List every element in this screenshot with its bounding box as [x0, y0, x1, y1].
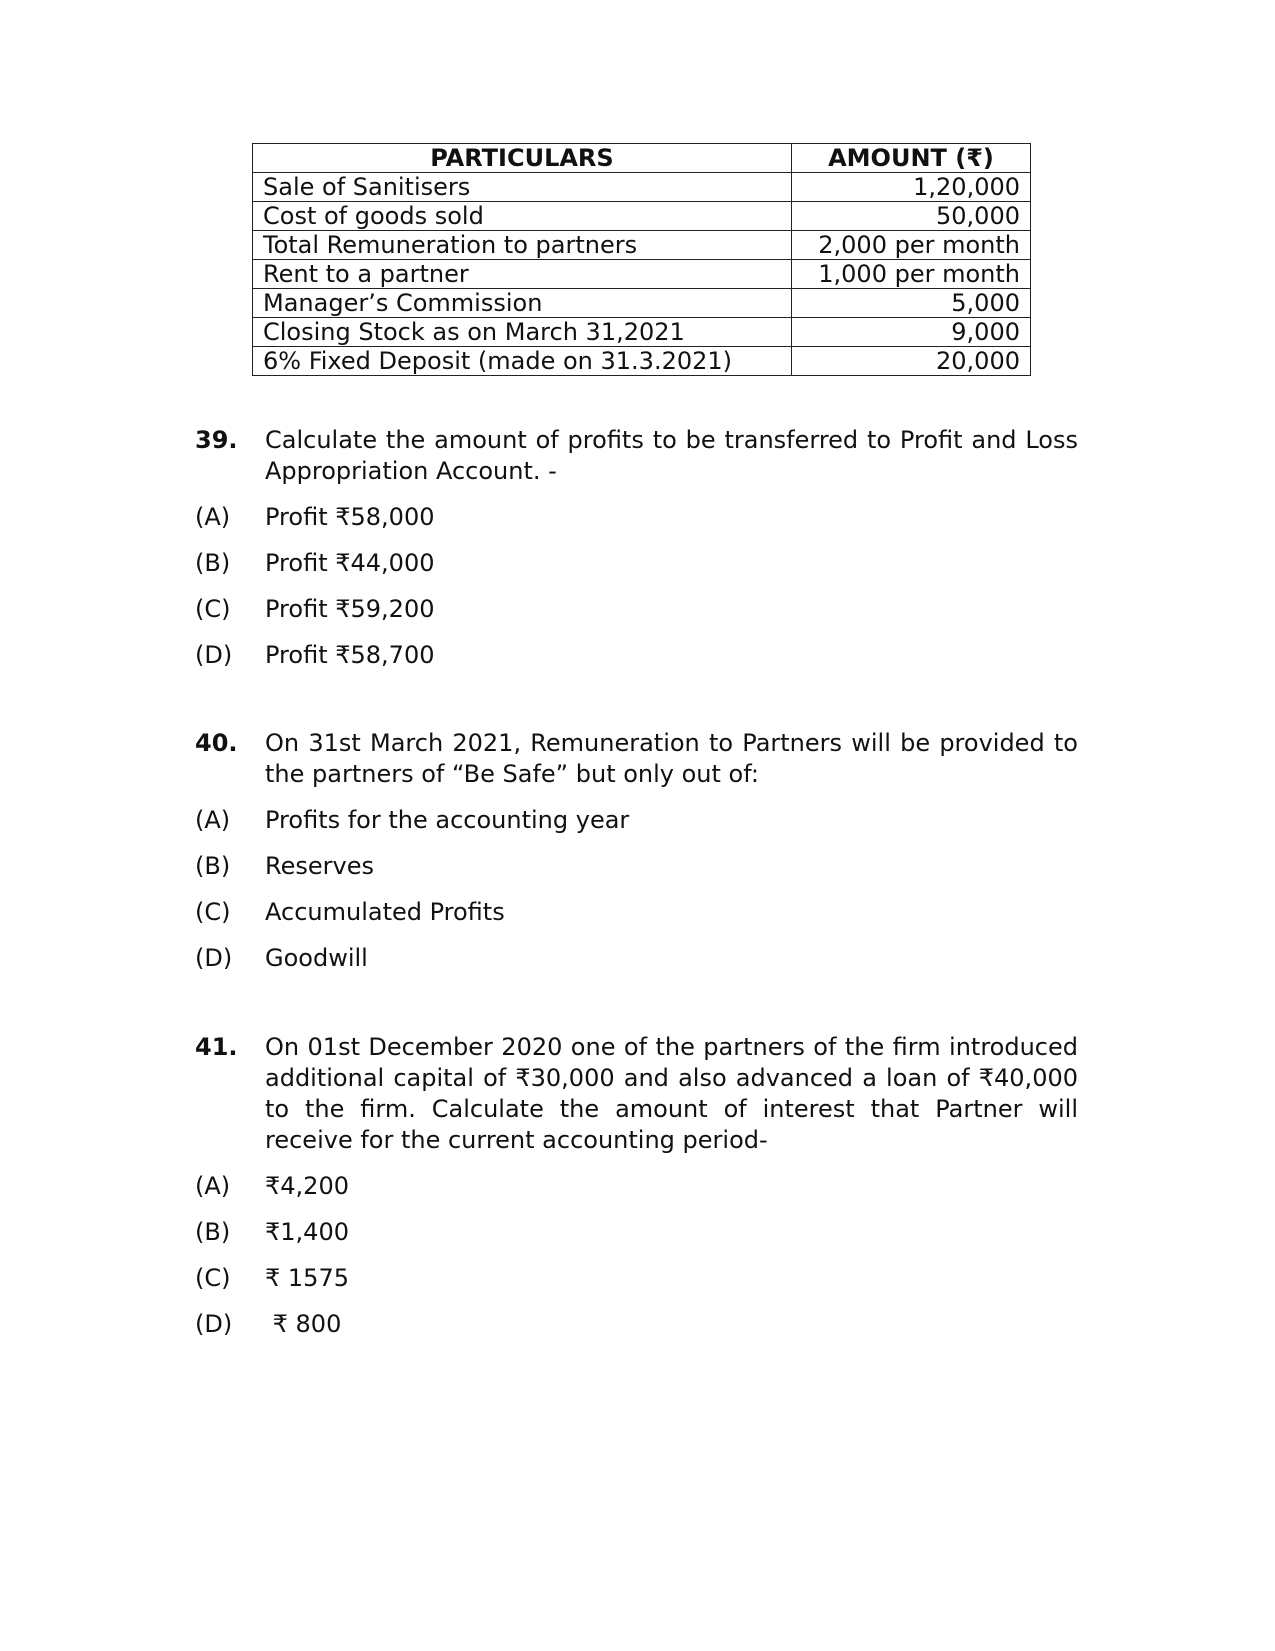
question-text: Calculate the amount of profits to be transferred to Profit and Loss Appropriation Account. -: [265, 426, 1078, 485]
table-row: [253, 289, 1031, 318]
row-amount: 50,000: [792, 202, 1031, 231]
option-b: [195, 851, 1078, 882]
option-label: (A): [195, 1172, 231, 1200]
option-b: [195, 1217, 1078, 1248]
row-particular: Rent to a partner: [253, 260, 792, 289]
row-particular: Sale of Sanitisers: [253, 173, 792, 202]
header-amount: AMOUNT (₹): [792, 144, 1031, 173]
option-c: [195, 594, 1078, 625]
table-header-row: [253, 144, 1031, 173]
row-particular: Closing Stock as on March 31,2021: [253, 318, 792, 347]
option-label: (C): [195, 898, 231, 926]
option-text: Reserves: [265, 852, 374, 880]
question-39: [195, 425, 1078, 671]
option-label: (D): [195, 641, 233, 669]
option-a: [195, 1171, 1078, 1202]
row-amount: 1,20,000: [792, 173, 1031, 202]
option-label: (C): [195, 1264, 231, 1292]
option-text: ₹ 1575: [265, 1264, 349, 1292]
table-row: [253, 260, 1031, 289]
option-label: (D): [195, 944, 233, 972]
row-amount: 1,000 per month: [792, 260, 1031, 289]
particulars-table-container: [252, 143, 1030, 376]
row-particular: Cost of goods sold: [253, 202, 792, 231]
question-text: On 31st March 2021, Remuneration to Partners will be provided to the partners of “Be Safe” but only out of:: [265, 729, 1078, 788]
option-c: [195, 897, 1078, 928]
option-label: (B): [195, 1218, 231, 1246]
particulars-table: [252, 143, 1031, 376]
option-text: Accumulated Profits: [265, 898, 505, 926]
option-text: Profit ₹44,000: [265, 549, 435, 577]
question-41: [195, 1032, 1078, 1340]
question-number: 41.: [195, 1033, 238, 1061]
table-row: [253, 318, 1031, 347]
option-d: [195, 943, 1078, 974]
option-c: [195, 1263, 1078, 1294]
option-text: ₹4,200: [265, 1172, 349, 1200]
row-particular: Manager’s Commission: [253, 289, 792, 318]
option-text: Profit ₹58,000: [265, 503, 435, 531]
option-text: Goodwill: [265, 944, 368, 972]
option-text: Profit ₹58,700: [265, 641, 435, 669]
option-text: Profit ₹59,200: [265, 595, 435, 623]
option-text: ₹1,400: [265, 1218, 349, 1246]
question-number: 40.: [195, 729, 238, 757]
row-particular: Total Remuneration to partners: [253, 231, 792, 260]
question-40: [195, 728, 1078, 974]
row-amount: 5,000: [792, 289, 1031, 318]
row-amount: 2,000 per month: [792, 231, 1031, 260]
option-b: [195, 548, 1078, 579]
option-label: (B): [195, 549, 231, 577]
option-text: ₹ 800: [265, 1310, 342, 1338]
option-label: (A): [195, 806, 231, 834]
table-row: [253, 231, 1031, 260]
option-label: (C): [195, 595, 231, 623]
row-amount: 20,000: [792, 347, 1031, 376]
question-text: On 01st December 2020 one of the partners of the firm introduced additional capital of ₹30,000 and also advanced a loan of ₹40,000 to the firm. Calculate the amount of interest that Partner will receive for the current accounting period-: [265, 1033, 1078, 1154]
table-row: [253, 347, 1031, 376]
option-label: (D): [195, 1310, 233, 1338]
option-d: [195, 640, 1078, 671]
option-d: [195, 1309, 1078, 1340]
question-number: 39.: [195, 426, 238, 454]
option-a: [195, 805, 1078, 836]
table-row: [253, 202, 1031, 231]
option-text: Profits for the accounting year: [265, 806, 630, 834]
option-a: [195, 502, 1078, 533]
table-row: [253, 173, 1031, 202]
option-label: (A): [195, 503, 231, 531]
row-amount: 9,000: [792, 318, 1031, 347]
row-particular: 6% Fixed Deposit (made on 31.3.2021): [253, 347, 792, 376]
header-particulars: PARTICULARS: [253, 144, 792, 173]
option-label: (B): [195, 852, 231, 880]
